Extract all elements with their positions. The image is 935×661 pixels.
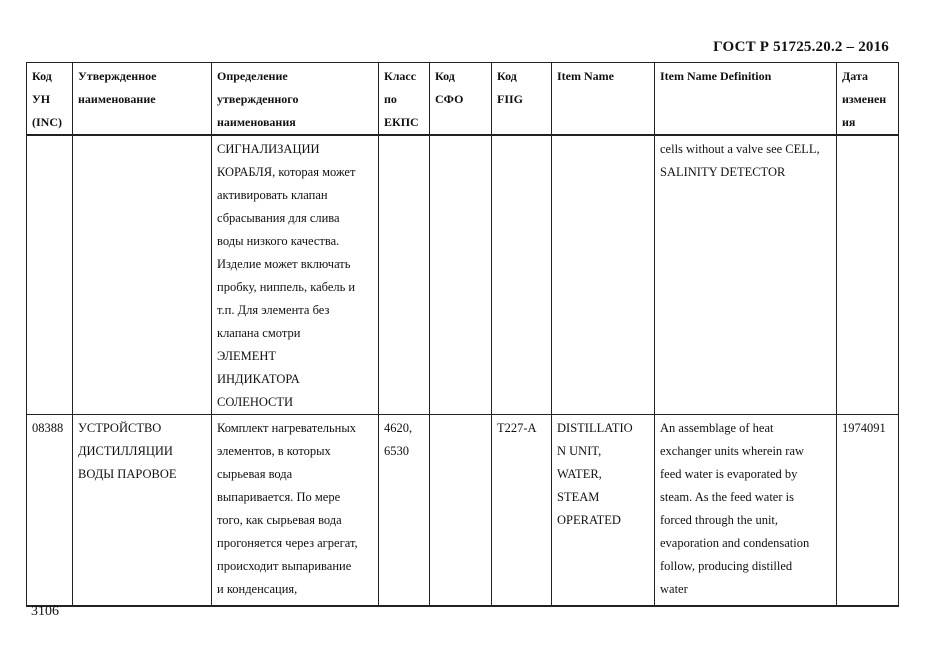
cell-change-date	[837, 135, 899, 415]
cell-item-name-definition: An assemblage of heat exchanger units wherein raw feed water is evaporated by steam. As the feed water is forced through the unit, evaporation and condensation follow, producing distilled water	[655, 415, 837, 606]
header-approved-name: Утвержденное наименование	[73, 63, 212, 136]
cell-code-un	[27, 135, 73, 415]
cell-fiig-code: T227-A	[492, 415, 552, 606]
cell-ekps-class: 4620, 6530	[379, 415, 430, 606]
header-change-date: Дата изменен ия	[837, 63, 899, 136]
document-standard-title: ГОСТ Р 51725.20.2 – 2016	[713, 39, 889, 55]
cell-code-un: 08388	[27, 415, 73, 606]
cell-item-name: DISTILLATIO N UNIT, WATER, STEAM OPERATED	[552, 415, 655, 606]
cell-definition: Комплект нагревательных элементов, в которых сырьевая вода выпаривается. По мере того, как сырьевая вода прогоняется через агрегат, происходит выпаривание и конденсация,	[212, 415, 379, 606]
cell-approved-name: УСТРОЙСТВО ДИСТИЛЛЯЦИИ ВОДЫ ПАРОВОЕ	[73, 415, 212, 606]
cell-definition: СИГНАЛИЗАЦИИ КОРАБЛЯ, которая может активировать клапан сбрасывания для слива воды низкого качества. Изделие может включать пробку, ниппель, кабель и т.п. Для элемента без клапана смотри ЭЛЕМЕНТ ИНДИКАТОРА СОЛЕНОСТИ	[212, 135, 379, 415]
cell-sfo-code	[430, 135, 492, 415]
cell-ekps-class	[379, 135, 430, 415]
items-table	[26, 62, 899, 607]
cell-sfo-code	[430, 415, 492, 606]
header-sfo-code: Код СФО	[430, 63, 492, 136]
header-item-name-definition: Item Name Definition	[655, 63, 837, 136]
page-number: 3106	[31, 604, 59, 619]
table-header-row	[27, 63, 899, 136]
header-fiig-code: Код FIIG	[492, 63, 552, 136]
cell-item-name-definition: cells without a valve see CELL, SALINITY DETECTOR	[655, 135, 837, 415]
header-code-un: Код УН (INC)	[27, 63, 73, 136]
header-definition: Определение утвержденного наименования	[212, 63, 379, 136]
header-ekps-class: Класс по ЕКПС	[379, 63, 430, 136]
table-row	[27, 415, 899, 606]
cell-change-date: 1974091	[837, 415, 899, 606]
cell-approved-name	[73, 135, 212, 415]
cell-item-name	[552, 135, 655, 415]
cell-fiig-code	[492, 135, 552, 415]
table-row	[27, 135, 899, 415]
header-item-name: Item Name	[552, 63, 655, 136]
